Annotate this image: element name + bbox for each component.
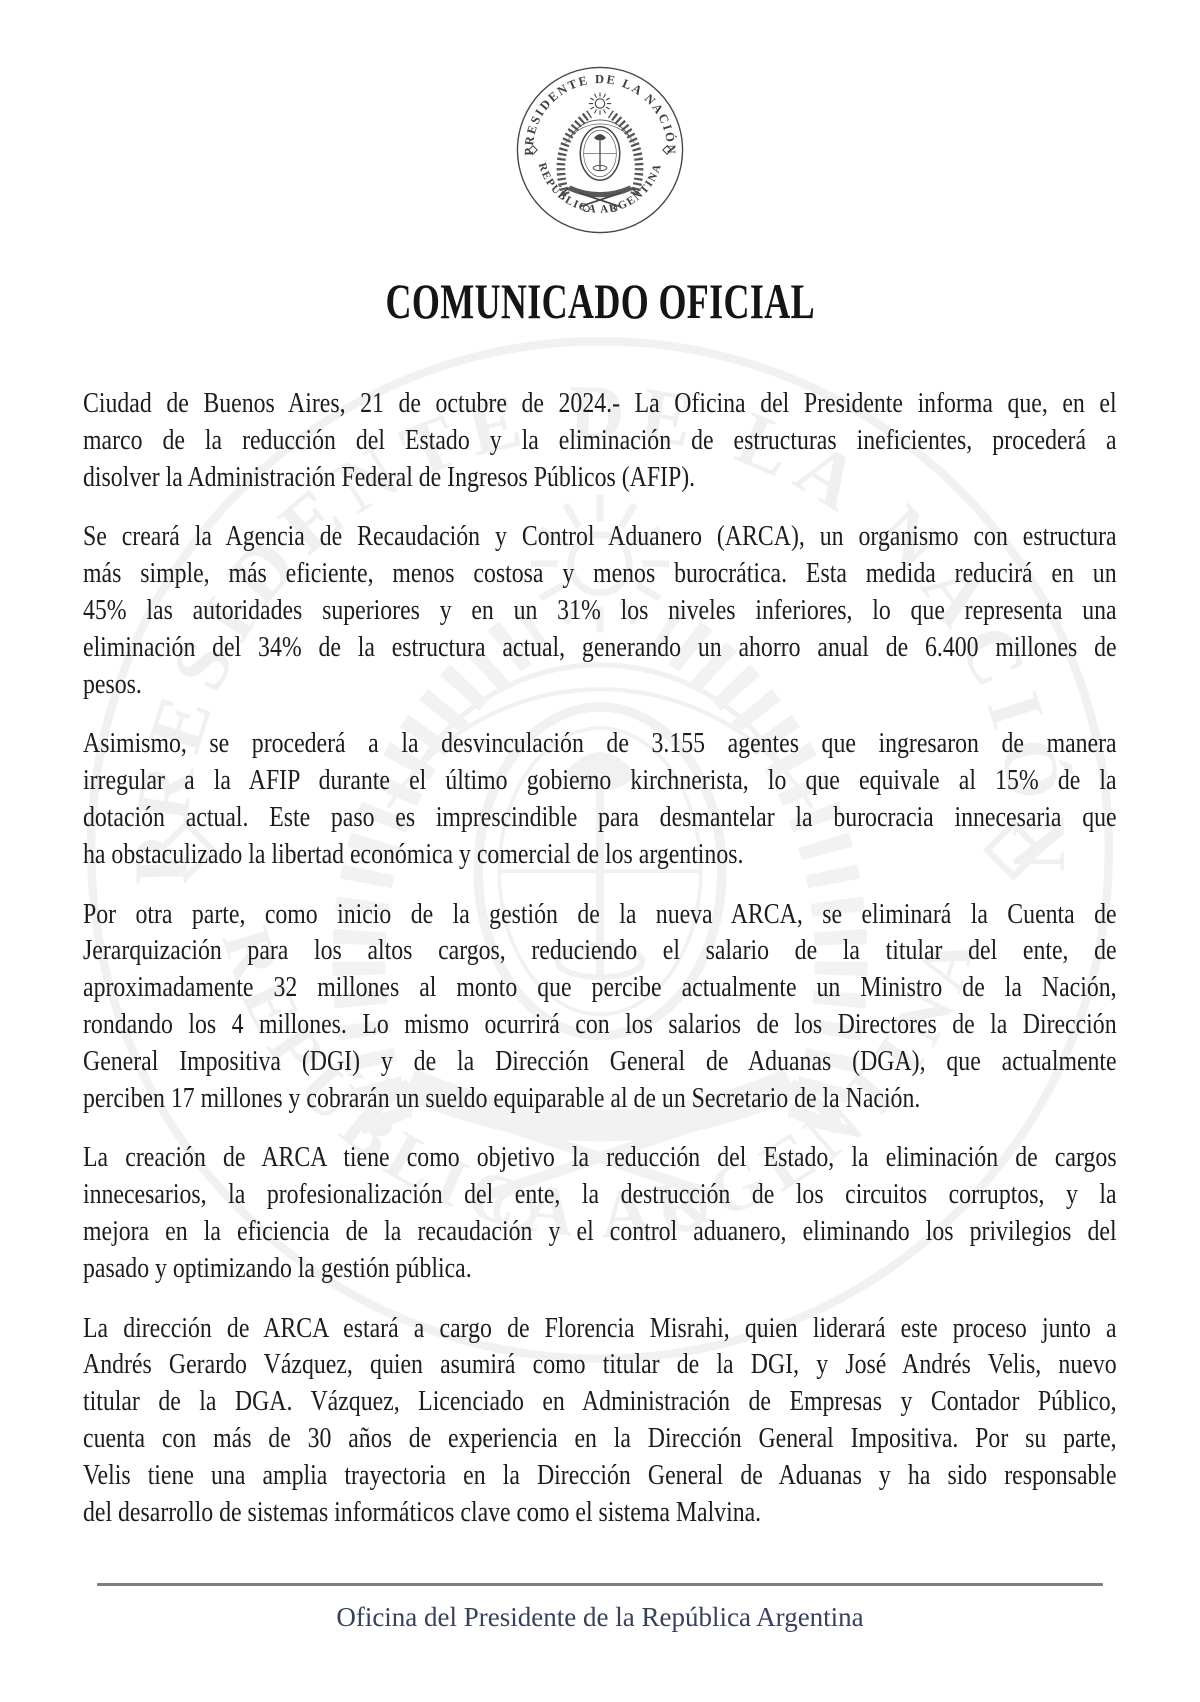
paragraph-line: dotación actual. Este paso es imprescindible para desmantelar la burocracia innecesaria que [83, 801, 1117, 833]
paragraph-line: irregular a la AFIP durante el último gobierno kirchnerista, lo que equivale al 15% de la [83, 765, 1117, 797]
paragraph-line: Se creará la Agencia de Recaudación y Control Aduanero (ARCA), un organismo con estructura [83, 521, 1117, 553]
paragraph [83, 1140, 1117, 1287]
paragraph-line: Velis tiene una amplia trayectoria en la Dirección General de Aduanas y ha sido responsable [83, 1459, 1117, 1491]
paragraph [83, 1311, 1117, 1532]
paragraph-line: aproximadamente 32 millones al monto que percibe actualmente un Ministro de la Nación, [83, 972, 1117, 1004]
paragraph-line: titular de la DGA. Vázquez, Licenciado en Administración de Empresas y Contador Público, [83, 1386, 1117, 1418]
footer-rule [97, 1583, 1103, 1586]
paragraph-line: rondando los 4 millones. Lo mismo ocurrirá con los salarios de los Directores de la Dirección [83, 1008, 1117, 1040]
paragraph-line: perciben 17 millones y cobrarán un sueldo equiparable al de un Secretario de la Nación. [83, 1082, 921, 1114]
paragraph [83, 386, 1117, 496]
paragraph-line: del desarrollo de sistemas informáticos clave como el sistema Malvina. [83, 1496, 762, 1528]
paragraph-line: Andrés Gerardo Vázquez, quien asumirá como titular de la DGI, y José Andrés Velis, nuevo [83, 1349, 1117, 1381]
paragraph-line: General Impositiva (DGI) y de la Dirección General de Aduanas (DGA), que actualmente [83, 1045, 1117, 1077]
paragraph-line: La creación de ARCA tiene como objetivo la reducción del Estado, la eliminación de cargos [83, 1142, 1117, 1174]
paragraph-line: innecesarios, la profesionalización del ente, la destrucción de los circuitos corruptos, y la [83, 1179, 1117, 1211]
paragraph-line: 45% las autoridades superiores y en un 31% los niveles inferiores, lo que representa una [83, 594, 1117, 626]
paragraph [83, 726, 1117, 873]
footer-text: Oficina del Presidente de la República Argentina [336, 1602, 864, 1632]
paragraph-line: eliminación del 34% de la estructura actual, generando un ahorro anual de 6.400 millones de [83, 631, 1117, 663]
paragraph-line: pasado y optimizando la gestión pública. [83, 1252, 472, 1284]
page-title [0, 273, 1200, 329]
paragraph [83, 897, 1117, 1118]
paragraph-line: mejora en la eficiencia de la recaudación y el control aduanero, eliminando los privilegios del [83, 1215, 1117, 1247]
paragraph-line: Asimismo, se procederá a la desvinculación de 3.155 agentes que ingresaron de manera [83, 728, 1117, 760]
page-title-text: COMUNICADO OFICIAL [385, 273, 815, 329]
document-footer [0, 1583, 1200, 1635]
paragraph-line: disolver la Administración Federal de Ingresos Públicos (AFIP). [83, 461, 696, 493]
document-header [0, 0, 1200, 329]
paragraph [83, 519, 1117, 703]
paragraph-line: pesos. [83, 668, 142, 700]
presidential-seal-logo [514, 64, 686, 236]
paragraph-line: La dirección de ARCA estará a cargo de Florencia Misrahi, quien liderará este proceso junto a [83, 1312, 1117, 1344]
paragraph-line: cuenta con más de 30 años de experiencia en la Dirección General Impositiva. Por su parte, [83, 1422, 1117, 1454]
paragraph-line: Jerarquización para los altos cargos, reduciendo el salario de la titular del ente, de [83, 935, 1117, 967]
paragraph-line: ha obstaculizado la libertad económica y comercial de los argentinos. [83, 838, 744, 870]
paragraph-line: Por otra parte, como inicio de la gestión de la nueva ARCA, se eliminará la Cuenta de [83, 898, 1117, 930]
document-body [83, 386, 1117, 1531]
paragraph-line: Ciudad de Buenos Aires, 21 de octubre de 2024.- La Oficina del Presidente informa que, en el [83, 388, 1117, 419]
paragraph-line: marco de la reducción del Estado y la eliminación de estructuras ineficientes, procederá a [83, 424, 1117, 456]
paragraph-line: más simple, más eficiente, menos costosa y menos burocrática. Esta medida reducirá en un [83, 558, 1117, 590]
